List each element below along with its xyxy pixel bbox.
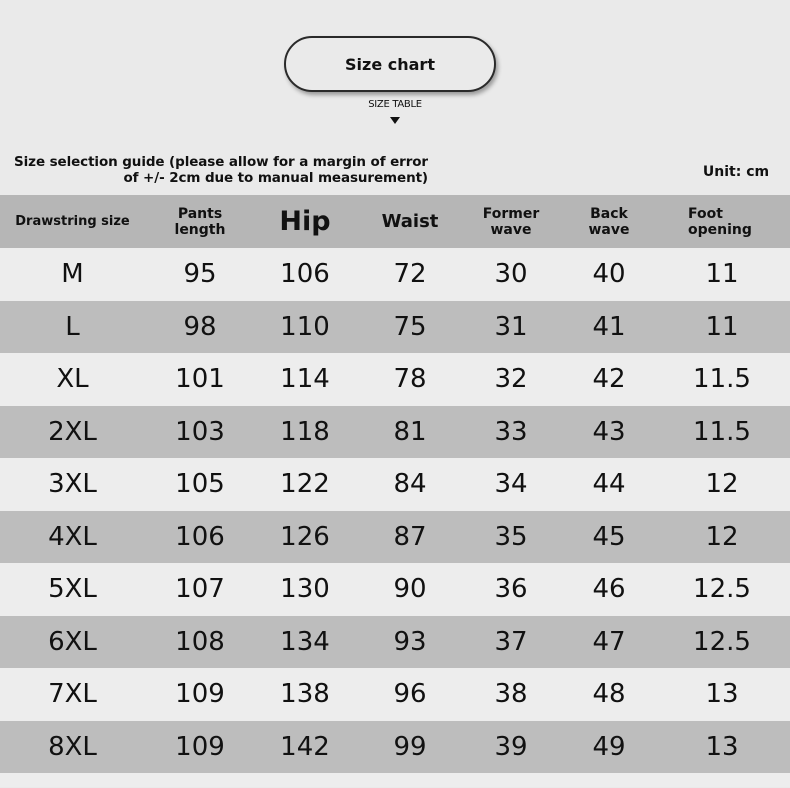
cell-back-wave: 45 xyxy=(592,521,626,552)
header-pants-length: Pants length xyxy=(174,205,226,238)
cell-foot-opening: 11.5 xyxy=(693,364,751,395)
table-row xyxy=(0,721,790,774)
guide-line-2: of +/- 2cm due to manual measurement) xyxy=(123,170,428,186)
unit-label: Unit: cm xyxy=(702,164,770,180)
cell-former-wave: 34 xyxy=(494,469,528,500)
cell-hip: 122 xyxy=(280,469,330,500)
cell-foot-opening: 11.5 xyxy=(693,416,751,447)
cell-back-wave: 48 xyxy=(592,679,626,710)
cell-foot-opening: 12.5 xyxy=(693,626,751,657)
header-former-wave: Former wave xyxy=(482,205,540,238)
cell-pants-length: 109 xyxy=(175,731,225,762)
cell-pants-length: 107 xyxy=(175,574,225,605)
cell-pants-length: 103 xyxy=(175,416,225,447)
header-drawstring-size: Drawstring size xyxy=(15,213,130,229)
table-row xyxy=(0,353,790,406)
cell-hip: 118 xyxy=(280,416,330,447)
cell-waist: 90 xyxy=(393,574,427,605)
cell-pants-length: 106 xyxy=(175,521,225,552)
cell-waist: 72 xyxy=(393,259,427,290)
cell-back-wave: 40 xyxy=(592,259,626,290)
cell-waist: 81 xyxy=(393,416,427,447)
cell-pants-length: 108 xyxy=(175,626,225,657)
cell-pants-length: 95 xyxy=(183,259,217,290)
cell-size: 8XL xyxy=(48,731,97,762)
header-hip: Hip xyxy=(279,205,331,237)
size-table xyxy=(0,195,790,787)
cell-back-wave: 46 xyxy=(592,574,626,605)
table-header xyxy=(0,195,790,248)
cell-foot-opening: 12.5 xyxy=(693,574,751,605)
size-chart-title-badge xyxy=(284,36,496,92)
cell-waist: 96 xyxy=(393,679,427,710)
cell-foot-opening: 12 xyxy=(705,521,739,552)
cell-foot-opening: 12 xyxy=(705,469,739,500)
cell-size: 5XL xyxy=(48,574,97,605)
cell-hip: 134 xyxy=(280,626,330,657)
table-row xyxy=(0,406,790,459)
cell-size: 2XL xyxy=(48,416,97,447)
cell-size: L xyxy=(65,311,80,342)
cell-waist: 75 xyxy=(393,311,427,342)
cell-waist: 99 xyxy=(393,731,427,762)
cell-back-wave: 43 xyxy=(592,416,626,447)
cell-waist: 93 xyxy=(393,626,427,657)
table-row xyxy=(0,458,790,511)
table-row xyxy=(0,616,790,669)
cell-hip: 110 xyxy=(280,311,330,342)
cell-hip: 126 xyxy=(280,521,330,552)
cell-pants-length: 101 xyxy=(175,364,225,395)
cell-former-wave: 30 xyxy=(494,259,528,290)
cell-back-wave: 41 xyxy=(592,311,626,342)
header-waist: Waist xyxy=(381,210,439,232)
cell-former-wave: 33 xyxy=(494,416,528,447)
cell-former-wave: 37 xyxy=(494,626,528,657)
cell-hip: 106 xyxy=(280,259,330,290)
cell-waist: 78 xyxy=(393,364,427,395)
cell-waist: 87 xyxy=(393,521,427,552)
table-row xyxy=(0,511,790,564)
down-triangle-icon xyxy=(390,117,400,124)
cell-size: XL xyxy=(56,364,89,395)
page-title: Size chart xyxy=(345,54,435,74)
guide-line-1: Size selection guide (please allow for a margin of error xyxy=(14,154,428,170)
size-selection-guide xyxy=(0,154,428,186)
cell-former-wave: 36 xyxy=(494,574,528,605)
cell-former-wave: 39 xyxy=(494,731,528,762)
cell-hip: 130 xyxy=(280,574,330,605)
cell-waist: 84 xyxy=(393,469,427,500)
cell-pants-length: 105 xyxy=(175,469,225,500)
cell-back-wave: 44 xyxy=(592,469,626,500)
cell-pants-length: 109 xyxy=(175,679,225,710)
cell-back-wave: 42 xyxy=(592,364,626,395)
size-table-subtitle: SIZE TABLE xyxy=(368,99,422,110)
cell-hip: 142 xyxy=(280,731,330,762)
cell-size: 7XL xyxy=(48,679,97,710)
cell-hip: 114 xyxy=(280,364,330,395)
table-row xyxy=(0,301,790,354)
cell-former-wave: 32 xyxy=(494,364,528,395)
table-row xyxy=(0,248,790,301)
cell-former-wave: 38 xyxy=(494,679,528,710)
cell-foot-opening: 13 xyxy=(705,731,739,762)
cell-size: 6XL xyxy=(48,626,97,657)
table-bottom-strip xyxy=(0,773,790,787)
header-foot-opening: Foot opening xyxy=(688,205,752,238)
table-row xyxy=(0,668,790,721)
cell-size: M xyxy=(61,259,84,290)
cell-former-wave: 35 xyxy=(494,521,528,552)
cell-back-wave: 49 xyxy=(592,731,626,762)
cell-foot-opening: 11 xyxy=(705,311,739,342)
header-back-wave: Back wave xyxy=(588,205,630,238)
cell-back-wave: 47 xyxy=(592,626,626,657)
table-row xyxy=(0,563,790,616)
cell-pants-length: 98 xyxy=(183,311,217,342)
cell-size: 3XL xyxy=(48,469,97,500)
cell-foot-opening: 13 xyxy=(705,679,739,710)
cell-foot-opening: 11 xyxy=(705,259,739,290)
cell-size: 4XL xyxy=(48,521,97,552)
cell-hip: 138 xyxy=(280,679,330,710)
cell-former-wave: 31 xyxy=(494,311,528,342)
